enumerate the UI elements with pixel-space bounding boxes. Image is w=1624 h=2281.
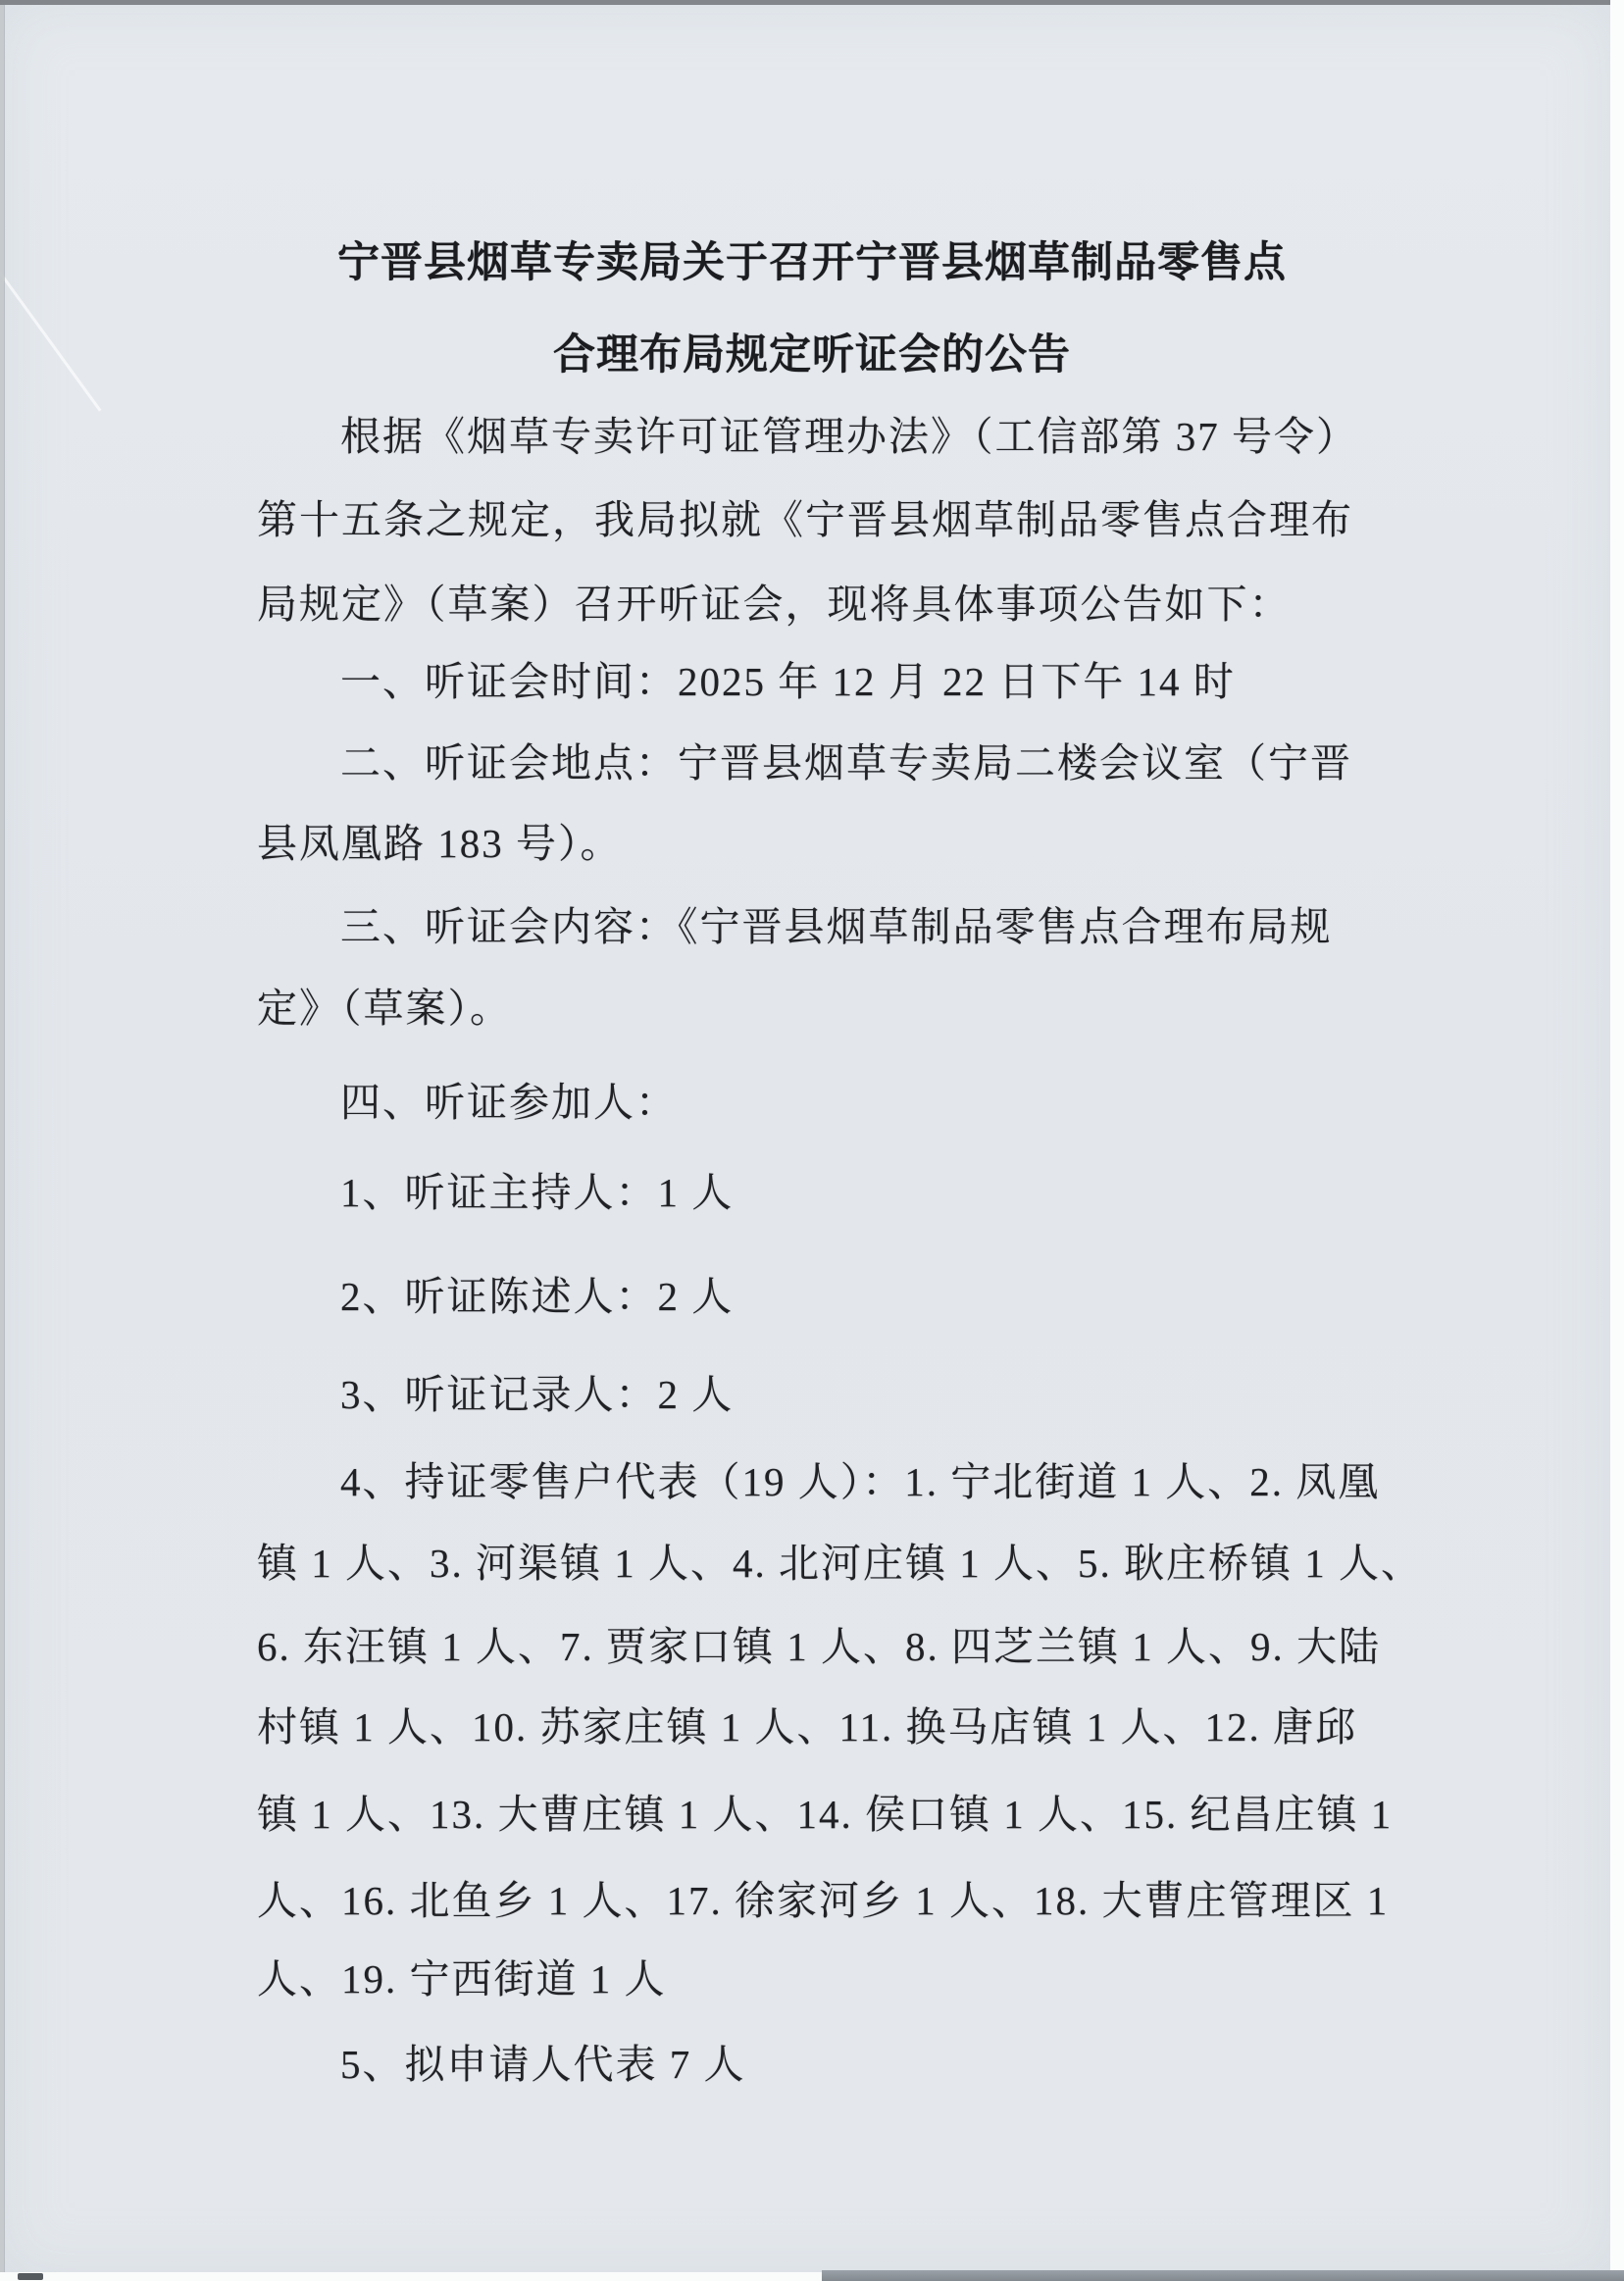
text-line: 3、听证记录人：2 人 (340, 1372, 735, 1417)
scan-edge-top-artifact (0, 0, 1610, 5)
document-title-line-1: 宁晋县烟草专卖局关于召开宁晋县烟草制品零售点 (337, 240, 1287, 286)
text-line: 人、16. 北鱼乡 1 人、17. 徐家河乡 1 人、18. 大曹庄管理区 1 (257, 1878, 1390, 1923)
text-line: 镇 1 人、3. 河渠镇 1 人、4. 北河庄镇 1 人、5. 耿庄桥镇 1 人、 (257, 1541, 1423, 1586)
text-line: 二、听证会地点：宁晋县烟草专卖局二楼会议室（宁晋 (340, 740, 1352, 786)
text-line: 5、拟申请人代表 7 人 (340, 2042, 746, 2087)
text-line: 三、听证会内容：《宁晋县烟草制品零售点合理布局规 (340, 904, 1333, 949)
text-line: 县凤凰路 183 号）。 (257, 821, 623, 866)
text-line: 人、19. 宁西街道 1 人 (257, 1956, 667, 2002)
text-line: 村镇 1 人、10. 苏家庄镇 1 人、11. 换马店镇 1 人、12. 唐邱 (257, 1704, 1357, 1749)
scan-bottom-dark-bar-artifact (822, 2270, 1624, 2281)
scan-bottom-margin-strip (0, 2272, 836, 2281)
text-line: 第十五条之规定，我局拟就《宁晋县烟草制品零售点合理布 (257, 497, 1353, 542)
text-line: 1、听证主持人：1 人 (340, 1170, 735, 1215)
text-line: 定》（草案）。 (257, 986, 512, 1031)
text-line: 根据《烟草专卖许可证管理办法》（工信部第 37 号令） (340, 414, 1358, 459)
text-line: 局规定》（草案）召开听证会，现将具体事项公告如下： (257, 582, 1292, 627)
text-line: 四、听证参加人： (340, 1080, 678, 1125)
text-line: 6. 东汪镇 1 人、7. 贾家口镇 1 人、8. 四芝兰镇 1 人、9. 大陆 (257, 1624, 1381, 1669)
text-line: 镇 1 人、13. 大曹庄镇 1 人、14. 侯口镇 1 人、15. 纪昌庄镇 1 (257, 1792, 1394, 1837)
scan-speck-artifact (18, 2273, 43, 2280)
text-line: 2、听证陈述人：2 人 (340, 1274, 735, 1319)
text-line: 4、持证零售户代表（19 人）：1. 宁北街道 1 人、2. 凤凰 (340, 1459, 1381, 1504)
document-title-line-2: 合理布局规定听证会的公告 (553, 332, 1071, 379)
text-line: 一、听证会时间：2025 年 12 月 22 日下午 14 时 (340, 659, 1236, 704)
